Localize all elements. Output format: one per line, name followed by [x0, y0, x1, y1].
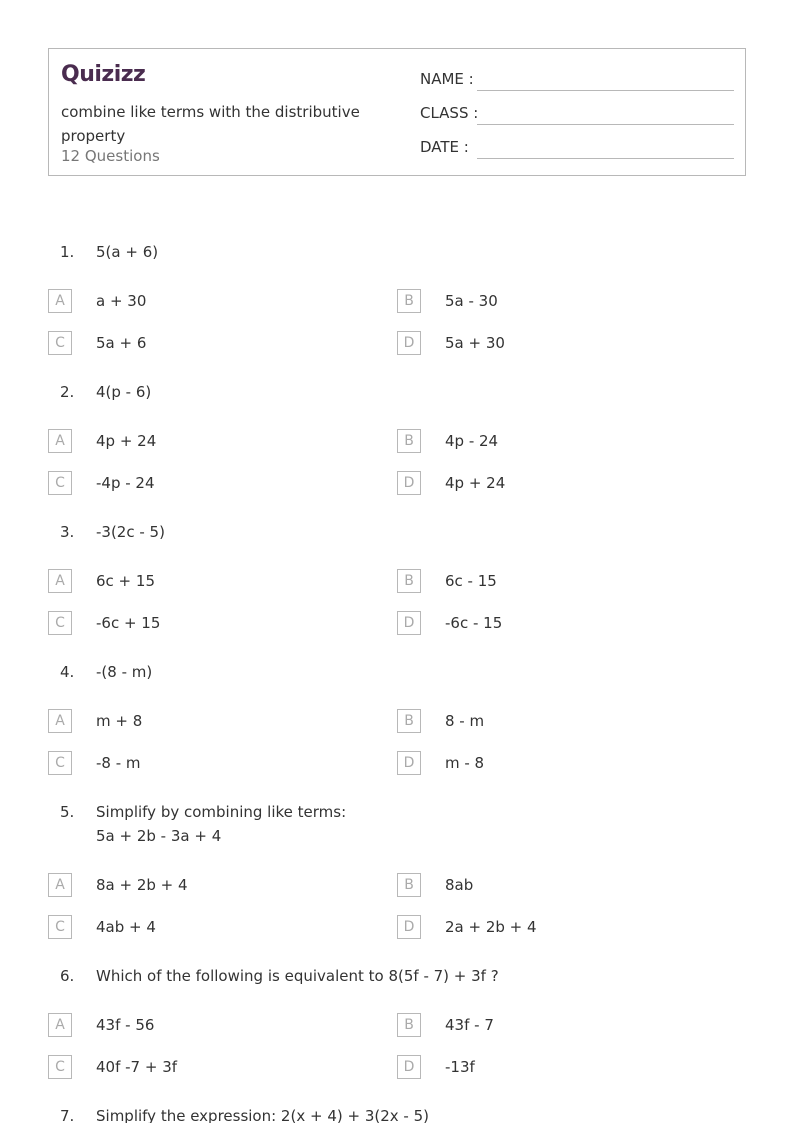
option-letter: C — [48, 751, 72, 775]
option-letter: C — [48, 331, 72, 355]
question-text: 5(a + 6) — [96, 243, 159, 261]
option-letter: B — [397, 429, 421, 453]
quizizz-logo — [61, 59, 153, 87]
question-number: 7. — [60, 1107, 75, 1123]
option-text: 4p - 24 — [445, 432, 499, 450]
option-text: -4p - 24 — [96, 474, 155, 492]
option-letter: A — [48, 873, 72, 897]
option-text: 5a + 30 — [445, 334, 505, 352]
question-text: -(8 - m) — [96, 663, 153, 681]
worksheet-header — [48, 48, 746, 176]
option-text: -13f — [445, 1058, 475, 1076]
option-letter: B — [397, 289, 421, 313]
question-number: 5. — [60, 803, 75, 821]
option-letter: C — [48, 1055, 72, 1079]
option-letter: D — [397, 751, 421, 775]
question-number: 1. — [60, 243, 75, 261]
option-text: 8ab — [445, 876, 474, 894]
question-number: 2. — [60, 383, 75, 401]
option-text: a + 30 — [96, 292, 147, 310]
option-text: 40f -7 + 3f — [96, 1058, 178, 1076]
option-text: m - 8 — [445, 754, 485, 772]
option-letter: D — [397, 331, 421, 355]
option-text: 4p + 24 — [96, 432, 157, 450]
date-line — [477, 158, 734, 159]
option-text: -6c - 15 — [445, 614, 503, 632]
option-letter: A — [48, 1013, 72, 1037]
option-letter: B — [397, 709, 421, 733]
name-label: NAME : — [420, 70, 474, 88]
option-letter: D — [397, 915, 421, 939]
question-text: Simplify by combining like terms: — [96, 803, 347, 821]
class-label: CLASS : — [420, 104, 479, 122]
question-number: 6. — [60, 967, 75, 985]
option-letter: B — [397, 1013, 421, 1037]
option-text: -6c + 15 — [96, 614, 161, 632]
option-letter: C — [48, 471, 72, 495]
option-text: -8 - m — [96, 754, 141, 772]
svg-text:Quizizz: Quizizz — [61, 62, 146, 87]
option-letter: C — [48, 915, 72, 939]
option-text: 6c + 15 — [96, 572, 155, 590]
question-text: -3(2c - 5) — [96, 523, 165, 541]
class-field[interactable] — [420, 101, 734, 125]
name-line — [477, 90, 734, 91]
option-text: 8 - m — [445, 712, 485, 730]
option-letter: B — [397, 873, 421, 897]
class-line — [477, 124, 734, 125]
option-text: 5a + 6 — [96, 334, 147, 352]
option-text: 6c - 15 — [445, 572, 497, 590]
question-expression: 5a + 2b - 3a + 4 — [96, 827, 222, 845]
option-text: 4ab + 4 — [96, 918, 156, 936]
name-field[interactable] — [420, 67, 734, 91]
option-text: 5a - 30 — [445, 292, 498, 310]
question-text: 4(p - 6) — [96, 383, 152, 401]
option-text: 43f - 56 — [96, 1016, 155, 1034]
question-text: Which of the following is equivalent to 8(5f - 7) + 3f ? — [96, 967, 499, 985]
option-letter: B — [397, 569, 421, 593]
question-number: 4. — [60, 663, 75, 681]
date-label: DATE : — [420, 138, 469, 156]
option-letter: C — [48, 611, 72, 635]
option-letter: A — [48, 289, 72, 313]
option-letter: A — [48, 429, 72, 453]
option-text: 4p + 24 — [445, 474, 506, 492]
option-text: 2a + 2b + 4 — [445, 918, 537, 936]
worksheet-title: combine like terms with the distributive property — [61, 103, 360, 145]
option-text: m + 8 — [96, 712, 143, 730]
option-letter: D — [397, 1055, 421, 1079]
option-text: 8a + 2b + 4 — [96, 876, 188, 894]
question-number: 3. — [60, 523, 75, 541]
option-letter: D — [397, 471, 421, 495]
date-field[interactable] — [420, 135, 734, 159]
option-text: 43f - 7 — [445, 1016, 494, 1034]
question-count: 12 Questions — [61, 147, 160, 165]
question-text: Simplify the expression: 2(x + 4) + 3(2x - 5) — [96, 1107, 429, 1123]
option-letter: A — [48, 709, 72, 733]
option-letter: A — [48, 569, 72, 593]
option-letter: D — [397, 611, 421, 635]
